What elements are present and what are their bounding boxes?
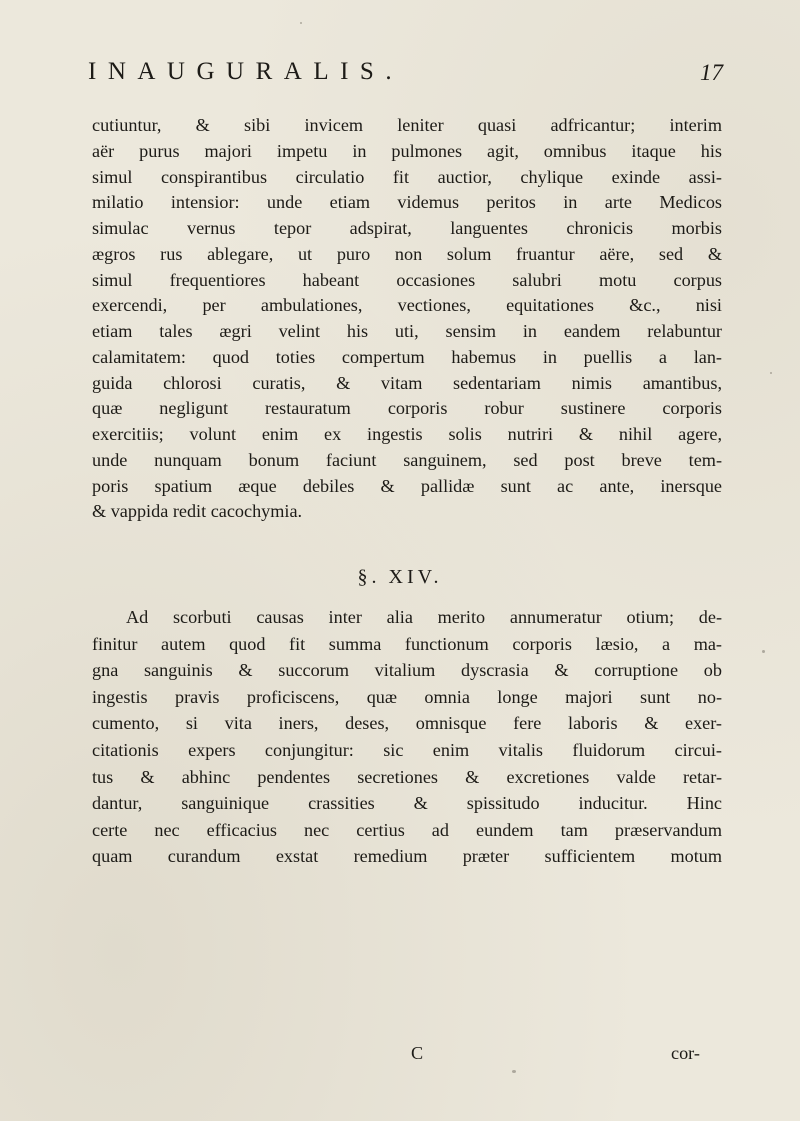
text-line: exercendi, per ambulationes, vectiones, equitationes &c., nisi xyxy=(92,295,722,316)
text-line: calamitatem: quod toties compertum habemus in puellis a lan- xyxy=(92,346,722,367)
text-line: citationis expers conjungitur: sic enim vitalis fluidorum circui- xyxy=(92,739,722,760)
text-line: simul conspirantibus circulatio fit auctior, chylique exinde assi- xyxy=(92,166,722,187)
text-line: gna sanguinis & succorum vitalium dyscrasia & corruptione ob xyxy=(92,660,722,681)
text-line: exercitiis; volunt enim ex ingestis solis nutriri & nihil agere, xyxy=(92,424,722,444)
page-number: 17 xyxy=(700,60,723,85)
paper-speck xyxy=(512,1070,516,1073)
text-line: certe nec efficacius nec certius ad eundem tam præservandum xyxy=(92,819,722,840)
signature-mark: C xyxy=(411,1043,424,1063)
text-line: cutiuntur, & sibi invicem leniter quasi adfricantur; interim xyxy=(92,115,722,135)
paragraph-1 xyxy=(92,113,722,525)
text-line: guida chlorosi curatis, & vitam sedentariam nimis amantibus, xyxy=(92,372,722,393)
paper-speck xyxy=(770,372,772,374)
paragraph-2 xyxy=(92,604,722,870)
catchword: cor- xyxy=(671,1043,700,1063)
text-line: simul frequentiores habeant occasiones salubri motu corpus xyxy=(92,269,722,290)
text-line: simulac vernus tepor adspirat, languentes chronicis morbis xyxy=(92,218,722,238)
running-head: INAUGURALIS. xyxy=(88,58,404,85)
text-line: quam curandum exstat remedium præter sufficientem motum xyxy=(92,846,722,867)
section-heading xyxy=(0,566,800,589)
page-footer xyxy=(0,1043,800,1069)
text-line: quæ negligunt restauratum corporis robur sustinere corporis xyxy=(92,398,722,419)
section-number: XIV. xyxy=(388,566,443,588)
text-line: dantur, sanguinique crassities & spissitudo inducitur. Hinc xyxy=(92,793,722,814)
text-line: ingestis pravis proficiscens, quæ omnia longe majori sunt no- xyxy=(92,686,722,707)
text-line: milatio intensior: unde etiam videmus peritos in arte Medicos xyxy=(92,192,722,213)
text-line: poris spatium æque debiles & pallidæ sunt ac ante, inersque xyxy=(92,475,722,496)
text-line: & vappida redit cacochymia. xyxy=(92,501,303,522)
text-line: aër purus majori impetu in pulmones agit, omnibus itaque his xyxy=(92,140,722,161)
text-line: etiam tales ægri velint his uti, sensim in eandem relabuntur xyxy=(92,321,722,341)
section-symbol: §. xyxy=(357,566,381,588)
text-line: Ad scorbuti causas inter alia merito annumeratur otium; de- xyxy=(126,607,722,627)
text-line: unde nunquam bonum faciunt sanguinem, sed post breve tem- xyxy=(92,449,722,470)
text-line: tus & abhinc pendentes secretiones & excretiones valde retar- xyxy=(92,766,722,787)
paper-speck xyxy=(300,22,302,24)
text-line: finitur autem quod fit summa functionum corporis læsio, a ma- xyxy=(92,633,722,654)
paper-speck xyxy=(762,650,765,653)
text-line: ægros rus ablegare, ut puro non solum fruantur aëre, sed & xyxy=(92,243,722,264)
text-line: cumento, si vita iners, deses, omnisque fere laboris & exer- xyxy=(92,713,722,734)
